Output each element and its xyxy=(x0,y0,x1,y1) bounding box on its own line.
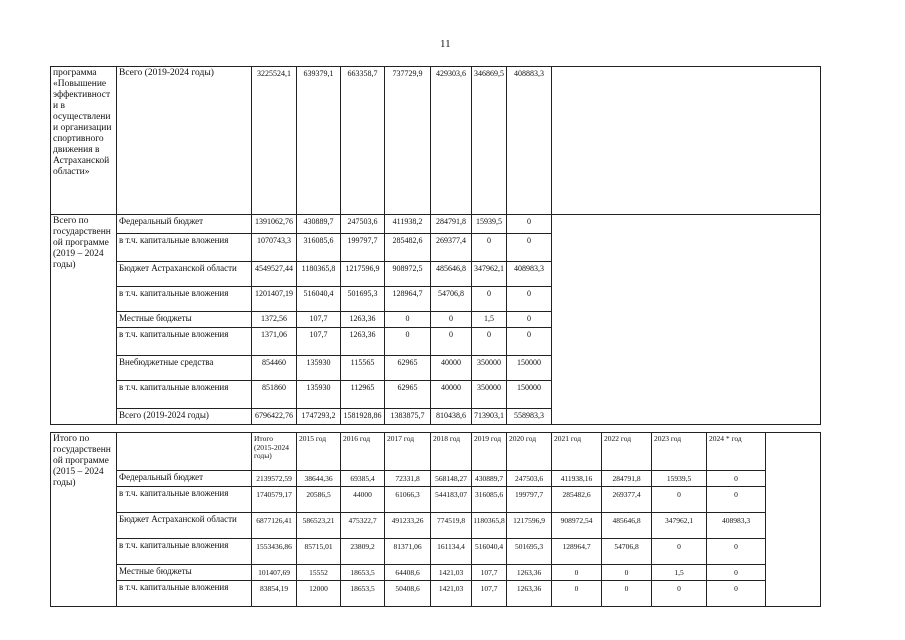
table-cell: 0 xyxy=(652,487,707,513)
table-cell: 408883,3 xyxy=(507,67,552,215)
column-header: 2023 год xyxy=(652,433,707,471)
empty-cell xyxy=(117,433,252,471)
table-cell: 316085,6 xyxy=(472,487,507,513)
table-cell: 0 xyxy=(602,565,652,581)
table-cell: 247503,6 xyxy=(507,471,552,487)
table-cell: 3225524,1 xyxy=(252,67,297,215)
table-cell: 713903,1 xyxy=(472,409,507,425)
table-cell: 150000 xyxy=(507,381,552,409)
table-cell: 347962,1 xyxy=(472,262,507,287)
table-cell: 0 xyxy=(707,581,766,607)
table-row xyxy=(51,565,821,581)
table-cell: 269377,4 xyxy=(602,487,652,513)
table-cell: 1263,36 xyxy=(507,565,552,581)
column-header: 2016 год xyxy=(341,433,385,471)
block-label: Всего по государственной программе (2019 – 2024 годы) xyxy=(51,215,117,425)
table-cell: 0 xyxy=(552,581,602,607)
table-cell: 0 xyxy=(652,539,707,565)
table-cell: 1217596,9 xyxy=(341,262,385,287)
table-cell: 2139572,59 xyxy=(252,471,297,487)
table-cell: 62965 xyxy=(385,381,431,409)
block-label: программа «Повышение эффективности в осуществлении организации спортивного движения в Астраханской области» xyxy=(51,67,117,215)
table-cell: 491233,26 xyxy=(385,513,431,539)
table-cell: 64408,6 xyxy=(385,565,431,581)
block-label: Итого по государственной программе (2015 – 2024 годы) xyxy=(51,433,117,607)
table-cell: 135930 xyxy=(297,356,341,381)
table-row xyxy=(51,539,821,565)
table-cell: 0 xyxy=(707,565,766,581)
column-header: 2024 * год xyxy=(707,433,766,471)
table-cell: 350000 xyxy=(472,356,507,381)
column-header: Итого (2015-2024 годы) xyxy=(252,433,297,471)
table-cell: 285482,6 xyxy=(385,234,431,262)
table-cell: 0 xyxy=(707,471,766,487)
table-row xyxy=(51,67,821,215)
table-cell: 38644,36 xyxy=(297,471,341,487)
table-cell: 23809,2 xyxy=(341,539,385,565)
column-header: 2020 год xyxy=(507,433,552,471)
column-header: 2018 год xyxy=(431,433,472,471)
table-cell: 586523,21 xyxy=(297,513,341,539)
column-header: 2021 год xyxy=(552,433,602,471)
table-cell: 0 xyxy=(472,287,507,312)
row-name: в т.ч. капитальные вложения xyxy=(117,328,252,356)
table-cell: 558983,3 xyxy=(507,409,552,425)
table-cell: 1070743,3 xyxy=(252,234,297,262)
table-cell: 61066,3 xyxy=(385,487,431,513)
table-cell: 810438,6 xyxy=(431,409,472,425)
table-cell: 50408,6 xyxy=(385,581,431,607)
table-cell: 1180365,8 xyxy=(472,513,507,539)
row-name: Местные бюджеты xyxy=(117,565,252,581)
table-cell: 908972,54 xyxy=(552,513,602,539)
column-header: 2019 год xyxy=(472,433,507,471)
table-cell: 284791,8 xyxy=(602,471,652,487)
table-cell: 316085,6 xyxy=(297,234,341,262)
table-cell: 135930 xyxy=(297,381,341,409)
table-cell: 199797,7 xyxy=(341,234,385,262)
table-cell: 1263,36 xyxy=(341,312,385,328)
table-cell: 501695,3 xyxy=(507,539,552,565)
table-cell: 851860 xyxy=(252,381,297,409)
table-cell: 347962,1 xyxy=(652,513,707,539)
table-cell: 150000 xyxy=(507,356,552,381)
row-name: в т.ч. капитальные вложения xyxy=(117,234,252,262)
row-name: Всего (2019-2024 годы) xyxy=(117,67,252,215)
table-cell: 1263,36 xyxy=(507,581,552,607)
table-cell: 854460 xyxy=(252,356,297,381)
table-cell: 774519,8 xyxy=(431,513,472,539)
table-cell: 85715,01 xyxy=(297,539,341,565)
row-name: в т.ч. капитальные вложения xyxy=(117,381,252,409)
table-cell: 0 xyxy=(431,312,472,328)
table-cell: 107,7 xyxy=(297,328,341,356)
table-cell: 0 xyxy=(472,328,507,356)
row-name: Местные бюджеты xyxy=(117,312,252,328)
table-cell: 0 xyxy=(431,328,472,356)
row-name: Всего (2019-2024 годы) xyxy=(117,409,252,425)
table-cell: 430889,7 xyxy=(297,215,341,234)
row-name: в т.ч. капитальные вложения xyxy=(117,539,252,565)
program-total-table xyxy=(50,432,821,607)
table-cell: 1263,36 xyxy=(341,328,385,356)
table-cell: 20586,5 xyxy=(297,487,341,513)
table-row xyxy=(51,513,821,539)
table-cell: 0 xyxy=(602,581,652,607)
table-cell: 1740579,17 xyxy=(252,487,297,513)
table-cell: 0 xyxy=(507,215,552,234)
table-cell: 485646,8 xyxy=(431,262,472,287)
table-cell: 6877126,41 xyxy=(252,513,297,539)
table-cell: 0 xyxy=(507,234,552,262)
table-cell: 107,7 xyxy=(472,581,507,607)
table-cell: 1180365,8 xyxy=(297,262,341,287)
table-cell: 199797,7 xyxy=(507,487,552,513)
table-cell: 1581928,86 xyxy=(341,409,385,425)
table-cell: 0 xyxy=(507,312,552,328)
row-name: в т.ч. капитальные вложения xyxy=(117,581,252,607)
table-cell: 18653,5 xyxy=(341,581,385,607)
table-cell: 18653,5 xyxy=(341,565,385,581)
table-cell: 40000 xyxy=(431,356,472,381)
table-cell: 6796422,76 xyxy=(252,409,297,425)
table-row xyxy=(51,581,821,607)
table-cell: 346869,5 xyxy=(472,67,507,215)
table-cell: 544183,07 xyxy=(431,487,472,513)
table-row xyxy=(51,215,821,234)
table-cell: 430889,7 xyxy=(472,471,507,487)
table-row xyxy=(51,487,821,513)
header-row xyxy=(51,433,821,471)
table-cell: 1383875,7 xyxy=(385,409,431,425)
table-cell: 663358,7 xyxy=(341,67,385,215)
table-cell: 429303,6 xyxy=(431,67,472,215)
table-cell: 101407,69 xyxy=(252,565,297,581)
empty-cell xyxy=(766,433,821,607)
table-cell: 1553436,86 xyxy=(252,539,297,565)
table-cell: 0 xyxy=(507,287,552,312)
table-cell: 516040,4 xyxy=(472,539,507,565)
table-cell: 15939,5 xyxy=(472,215,507,234)
page-number: 11 xyxy=(440,38,451,50)
table-cell: 411938,16 xyxy=(552,471,602,487)
table-cell: 568148,27 xyxy=(431,471,472,487)
table-cell: 408983,3 xyxy=(507,262,552,287)
table-cell: 69385,4 xyxy=(341,471,385,487)
table-cell: 83854,19 xyxy=(252,581,297,607)
row-name: Бюджет Астраханской области xyxy=(117,513,252,539)
table-cell: 0 xyxy=(472,234,507,262)
table-cell: 350000 xyxy=(472,381,507,409)
table-cell: 269377,4 xyxy=(431,234,472,262)
table-cell: 639379,1 xyxy=(297,67,341,215)
table-cell: 112965 xyxy=(341,381,385,409)
row-name: в т.ч. капитальные вложения xyxy=(117,487,252,513)
table-cell: 1,5 xyxy=(652,565,707,581)
table-cell: 54706,8 xyxy=(602,539,652,565)
table-row xyxy=(51,471,821,487)
table-cell: 115565 xyxy=(341,356,385,381)
table-cell: 72331,8 xyxy=(385,471,431,487)
table-cell: 1371,06 xyxy=(252,328,297,356)
table-cell: 128964,7 xyxy=(552,539,602,565)
table-cell: 516040,4 xyxy=(297,287,341,312)
empty-cell xyxy=(552,67,821,215)
table-cell: 1201407,19 xyxy=(252,287,297,312)
row-name: в т.ч. капитальные вложения xyxy=(117,287,252,312)
table-cell: 737729,9 xyxy=(385,67,431,215)
table-cell: 0 xyxy=(385,312,431,328)
table-cell: 0 xyxy=(552,565,602,581)
table-cell: 908972,5 xyxy=(385,262,431,287)
table-cell: 411938,2 xyxy=(385,215,431,234)
column-header: 2015 год xyxy=(297,433,341,471)
row-name: Федеральный бюджет xyxy=(117,215,252,234)
table-cell: 107,7 xyxy=(297,312,341,328)
table-cell: 485646,8 xyxy=(602,513,652,539)
program-table-top xyxy=(50,66,821,425)
table-cell: 15939,5 xyxy=(652,471,707,487)
table-cell: 0 xyxy=(385,328,431,356)
table-cell: 1747293,2 xyxy=(297,409,341,425)
table-cell: 161134,4 xyxy=(431,539,472,565)
table-cell: 501695,3 xyxy=(341,287,385,312)
row-name: Федеральный бюджет xyxy=(117,471,252,487)
table-cell: 12000 xyxy=(297,581,341,607)
table-cell: 0 xyxy=(707,487,766,513)
table-cell: 0 xyxy=(707,539,766,565)
table-cell: 1217596,9 xyxy=(507,513,552,539)
table-cell: 0 xyxy=(507,328,552,356)
table-cell: 1421,03 xyxy=(431,565,472,581)
table-cell: 408983,3 xyxy=(707,513,766,539)
table-cell: 1372,56 xyxy=(252,312,297,328)
column-header: 2022 год xyxy=(602,433,652,471)
empty-cell xyxy=(552,215,821,425)
table-cell: 1,5 xyxy=(472,312,507,328)
table-cell: 15552 xyxy=(297,565,341,581)
table-cell: 0 xyxy=(652,581,707,607)
table-cell: 4549527,44 xyxy=(252,262,297,287)
table-cell: 54706,8 xyxy=(431,287,472,312)
table-cell: 44000 xyxy=(341,487,385,513)
row-name: Бюджет Астраханской области xyxy=(117,262,252,287)
table-cell: 128964,7 xyxy=(385,287,431,312)
table-cell: 475322,7 xyxy=(341,513,385,539)
table-cell: 40000 xyxy=(431,381,472,409)
column-header: 2017 год xyxy=(385,433,431,471)
table-cell: 284791,8 xyxy=(431,215,472,234)
table-cell: 62965 xyxy=(385,356,431,381)
table-cell: 81371,06 xyxy=(385,539,431,565)
table-cell: 247503,6 xyxy=(341,215,385,234)
table-cell: 1421,03 xyxy=(431,581,472,607)
table-cell: 1391062,76 xyxy=(252,215,297,234)
row-name: Внебюджетные средства xyxy=(117,356,252,381)
table-cell: 285482,6 xyxy=(552,487,602,513)
table-cell: 107,7 xyxy=(472,565,507,581)
